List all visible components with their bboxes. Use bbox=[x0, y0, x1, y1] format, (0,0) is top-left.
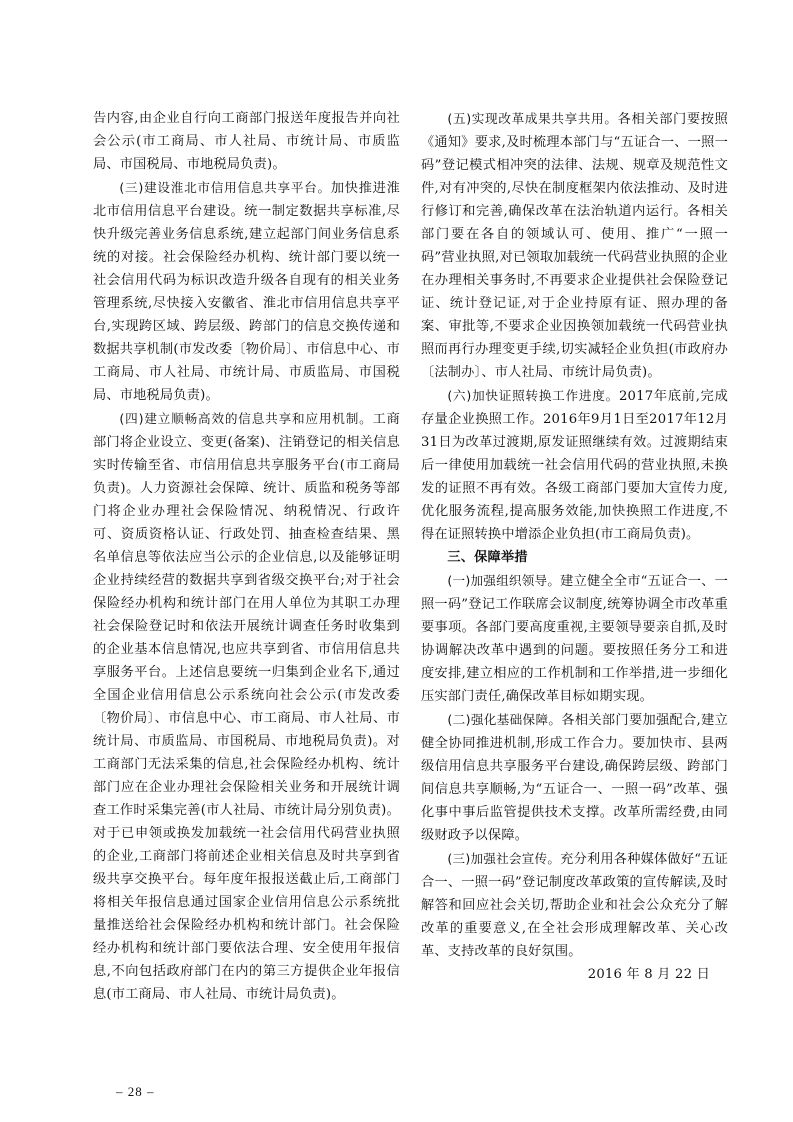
subheading: (一)加强组织领导。 bbox=[447, 573, 561, 588]
paragraph-shared-results bbox=[421, 107, 728, 384]
paragraph-basic-support bbox=[421, 708, 728, 847]
subheading: (六)加快证照转换工作进度。 bbox=[447, 388, 619, 403]
subheading: (五)实现改革成果共享共用。 bbox=[447, 111, 618, 126]
left-column bbox=[93, 107, 400, 1006]
page-number: – 28 – bbox=[116, 1084, 155, 1099]
paragraph-credit-platform bbox=[93, 176, 400, 407]
subheading: (二)强化基础保障。 bbox=[447, 712, 562, 727]
paragraph-text: 工商部门将企业设立、变更(备案)、注销登记的相关信息实时传输至省、市信用信息共享服务平台(市工商局负责)。人力资源社会保障、统计、质监和税务等部门将企业办理社会保险情况、纳税情况、行政许可、资质资格认证、行政处罚、抽查检查结果、黑名单信息等依法应当公示的企业信息,以及能够证明企业持续经营的数据共享到省级交换平台;对于社会保险经办机构和统计部门在用人单位为其职工办理社会保险登记时和依法开展统计调查任务时收集到的企业基本信息情况,也应共享到省、市信用信息共享服务平台。上述信息要统一归集到企业名下,通过全国企业信用信息公示系统向社会公示(市发改委〔物价局〕、市信息中心、市工商局、市人社局、市统计局、市质监局、市国税局、市地税局负责)。对工商部门无法采集的信息,社会保险经办机构、统计部门应在企业办理社会保险相关业务和开展统计调查工作时采集完善(市人社局、市统计局分别负责)。对于已申领或换发加载统一社会信用代码营业执照的企业,工商部门将前述企业相关信息及时共享到省级共享交换平台。每年度年报报送截止后,工商部门将相关年报信息通过国家企业信用信息公示系统批量推送给社会保险经办机构和统计部门。社会保险经办机构和统计部门要依法合理、安全使用年报信息,不向包括政府部门在内的第三方提供企业年报信息(市工商局、市人社局、市统计局负责)。 bbox=[93, 412, 401, 1002]
paragraph-text: 2017年底前,完成存量企业换照工作。2016年9月1日至2017年12月31日为改革过渡期,原发证照继续有效。过渡期结束后一律使用加载统一社会信用代码的营业执照,未换发的证照不再有效。各级工商部门要加大宣传力度,优化服务流程,提高服务效能,加快换照工作进度,不得在证照转换中增添企业负担(市工商局负责)。 bbox=[421, 389, 728, 542]
subheading: (三)加强社会宣传。 bbox=[447, 851, 561, 866]
paragraph-text: 充分利用各种媒体做好“五证合一、一照一码”登记制度改革政策的宣传解读,及时解答和回应社会关切,帮助企业和社会公众充分了解改革的重要意义,在全社会形成理解改革、关心改革、支持改革的良好氛围。 bbox=[421, 852, 729, 959]
paragraph-leadership bbox=[421, 569, 728, 708]
right-column bbox=[421, 107, 728, 986]
paragraph-text: 建立健全全市“五证合一、一照一码”登记工作联席会议制度,统筹协调全市改革重要事项。各部门要高度重视,主要领导要亲自抓,及时协调解决改革中遇到的问题。要按照任务分工和进度安排,建立相应的工作机制和工作举措,进一步细化压实部门责任,确保改革目标如期实现。 bbox=[421, 574, 729, 704]
paragraph-text: 各相关部门要按照《通知》要求,及时梳理本部门与“五证合一、一照一码”登记模式相冲突的法律、法规、规章及规范性文件,对有冲突的,尽快在制度框架内依法推动、及时进行修订和完善,确保改革在法治轨道内运行。各相关部门要在各自的领域认可、使用、推广“一照一码”营业执照,对已领取加载统一代码营业执照的企业在办理相关事务时,不再要求企业提供社会保险登记证、统计登记证,对于企业持原有证、照办理的备案、审批等,不要求企业因换领加载统一代码营业执照而再行办理变更手续,切实减轻企业负担(市政府办〔法制办〕、市人社局、市统计局负责)。 bbox=[421, 112, 728, 380]
subheading: (三)建设淮北市信用信息共享平台。 bbox=[119, 180, 331, 195]
section-title: 三、保障举措 bbox=[447, 550, 528, 565]
paragraph-continued: 告内容,由企业自行向工商部门报送年度报告并向社会公示(市工商局、市人社局、市统计局、市质监局、市国税局、市地税局负责)。 bbox=[93, 111, 400, 172]
subheading: (四)建立顺畅高效的信息共享和应用机制。 bbox=[119, 411, 373, 426]
paragraph-license-conversion bbox=[421, 384, 728, 546]
document-date: 2016 年 8 月 22 日 bbox=[587, 967, 710, 982]
paragraph-publicity bbox=[421, 847, 728, 963]
paragraph-text: 加快推进淮北市信用信息平台建设。统一制定数据共享标准,尽快升级完善业务信息系统,建立起部门间业务信息系统的对接。社会保险经办机构、统计部门要以统一社会信用代码为标识改造升级各自现有的相关业务管理系统,尽快接入安徽省、淮北市信用信息共享平台,实现跨区域、跨层级、跨部门的信息交换传递和数据共享机制(市发改委〔物价局〕、市信息中心、市工商局、市人社局、市统计局、市质监局、市国税局、市地税局负责)。 bbox=[93, 181, 400, 403]
paragraph-sharing-mechanism bbox=[93, 407, 400, 1006]
paragraph-text: 各相关部门要加强配合,建立健全协同推进机制,形成工作合力。要加快市、县两级信用信息共享服务平台建设,确保跨层级、跨部门间信息共享顺畅,为“五证合一、一照一码”改革、强化事中事后监管提供技术支撑。改革所需经费,由同级财政予以保障。 bbox=[421, 713, 728, 843]
